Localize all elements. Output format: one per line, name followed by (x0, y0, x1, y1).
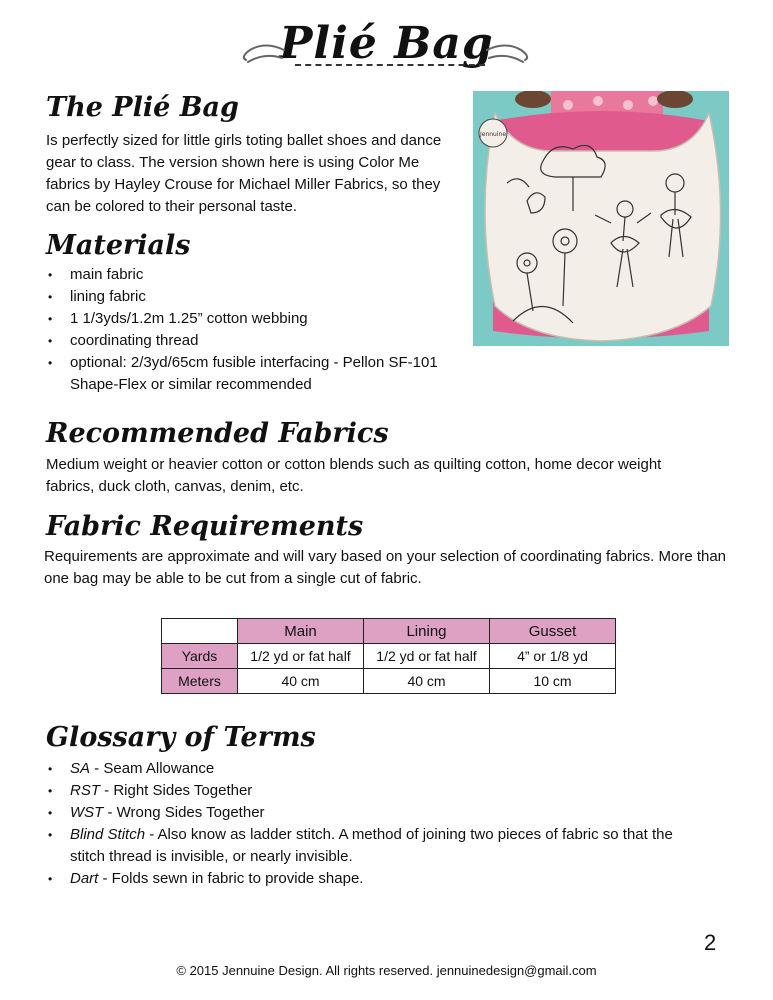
list-item (46, 824, 706, 868)
table-cell: 4” or 1/8 yd (490, 644, 616, 669)
glossary-definition: - Seam Allowance (90, 760, 215, 777)
glossary-term: RST (70, 782, 100, 799)
list-item: • optional: 2/3yd/65cm fusible interfacing - Pellon SF-101 Shape-Flex or similar recommended (46, 352, 456, 396)
table-row (162, 644, 616, 669)
table-cell: 10 cm (490, 669, 616, 694)
glossary-definition: - Right Sides Together (100, 782, 253, 799)
photo-badge-text: Jennuine (479, 131, 507, 138)
table-row (162, 669, 616, 694)
bag-photo (473, 91, 729, 346)
table-cell: 1/2 yd or fat half (364, 644, 490, 669)
glossary-term: Blind Stitch (70, 826, 146, 843)
title-text: Plié Bag (279, 18, 494, 69)
glossary-definition: - Folds sewn in fabric to provide shape. (98, 870, 364, 887)
materials-list (46, 264, 456, 396)
intro-text: Is perfectly sized for little girls toting ballet shoes and dance gear to class. The version shown here is using Color Me fabrics by Hayley Crouse for Michael Miller Fabrics, so they can be colored to their personal taste. (46, 132, 442, 215)
row-label-yards: Yards (162, 644, 238, 669)
column-header-lining: Lining (364, 619, 490, 644)
footer-text: © 2015 Jennuine Design. All rights reserved. jennuinedesign@gmail.com (176, 963, 597, 978)
requirements-heading: Fabric Requirements (46, 511, 364, 542)
glossary-term: Dart (70, 870, 99, 887)
table-cell: 40 cm (364, 669, 490, 694)
list-item: • main fabric (46, 264, 456, 286)
list-item: • coordinating thread (46, 330, 456, 352)
page-number: 2 (704, 930, 717, 955)
table-cell: 1/2 yd or fat half (238, 644, 364, 669)
table-header-row (162, 619, 616, 644)
table-cell: 40 cm (238, 669, 364, 694)
title-underline (295, 64, 485, 66)
glossary-term: SA (70, 760, 91, 777)
recommended-heading: Recommended Fabrics (46, 418, 389, 449)
list-item (46, 758, 706, 780)
glossary-list (46, 758, 706, 890)
list-item (46, 868, 706, 890)
materials-heading: Materials (46, 230, 191, 261)
left-swirl-icon (238, 42, 286, 66)
table-corner-cell (162, 619, 238, 644)
requirements-text: Requirements are approximate and will vary based on your selection of coordinating fabrics. More than one bag may be able to be cut from a single cut of fabric. (44, 548, 727, 587)
list-item (46, 802, 706, 824)
right-swirl-icon (485, 42, 533, 66)
row-label-meters: Meters (162, 669, 238, 694)
recommended-text: Medium weight or heavier cotton or cotton blends such as quilting cotton, home decor weight fabrics, duck cloth, canvas, denim, etc. (46, 456, 662, 495)
list-item (46, 780, 706, 802)
column-header-main: Main (238, 619, 364, 644)
glossary-term: WST (70, 804, 104, 821)
glossary-heading: Glossary of Terms (46, 722, 316, 753)
glossary-definition: - Wrong Sides Together (103, 804, 265, 821)
glossary-definition: - Also know as ladder stitch. A method of joining two pieces of fabric so that the stitch thread is invisible, or nearly invisible. (70, 826, 673, 865)
requirements-table (161, 618, 616, 694)
document-title (0, 18, 773, 88)
bag-illustration (473, 91, 729, 346)
list-item: • lining fabric (46, 286, 456, 308)
column-header-gusset: Gusset (490, 619, 616, 644)
list-item: • 1 1/3yds/1.2m 1.25” cotton webbing (46, 308, 456, 330)
intro-heading: The Plié Bag (46, 92, 239, 123)
